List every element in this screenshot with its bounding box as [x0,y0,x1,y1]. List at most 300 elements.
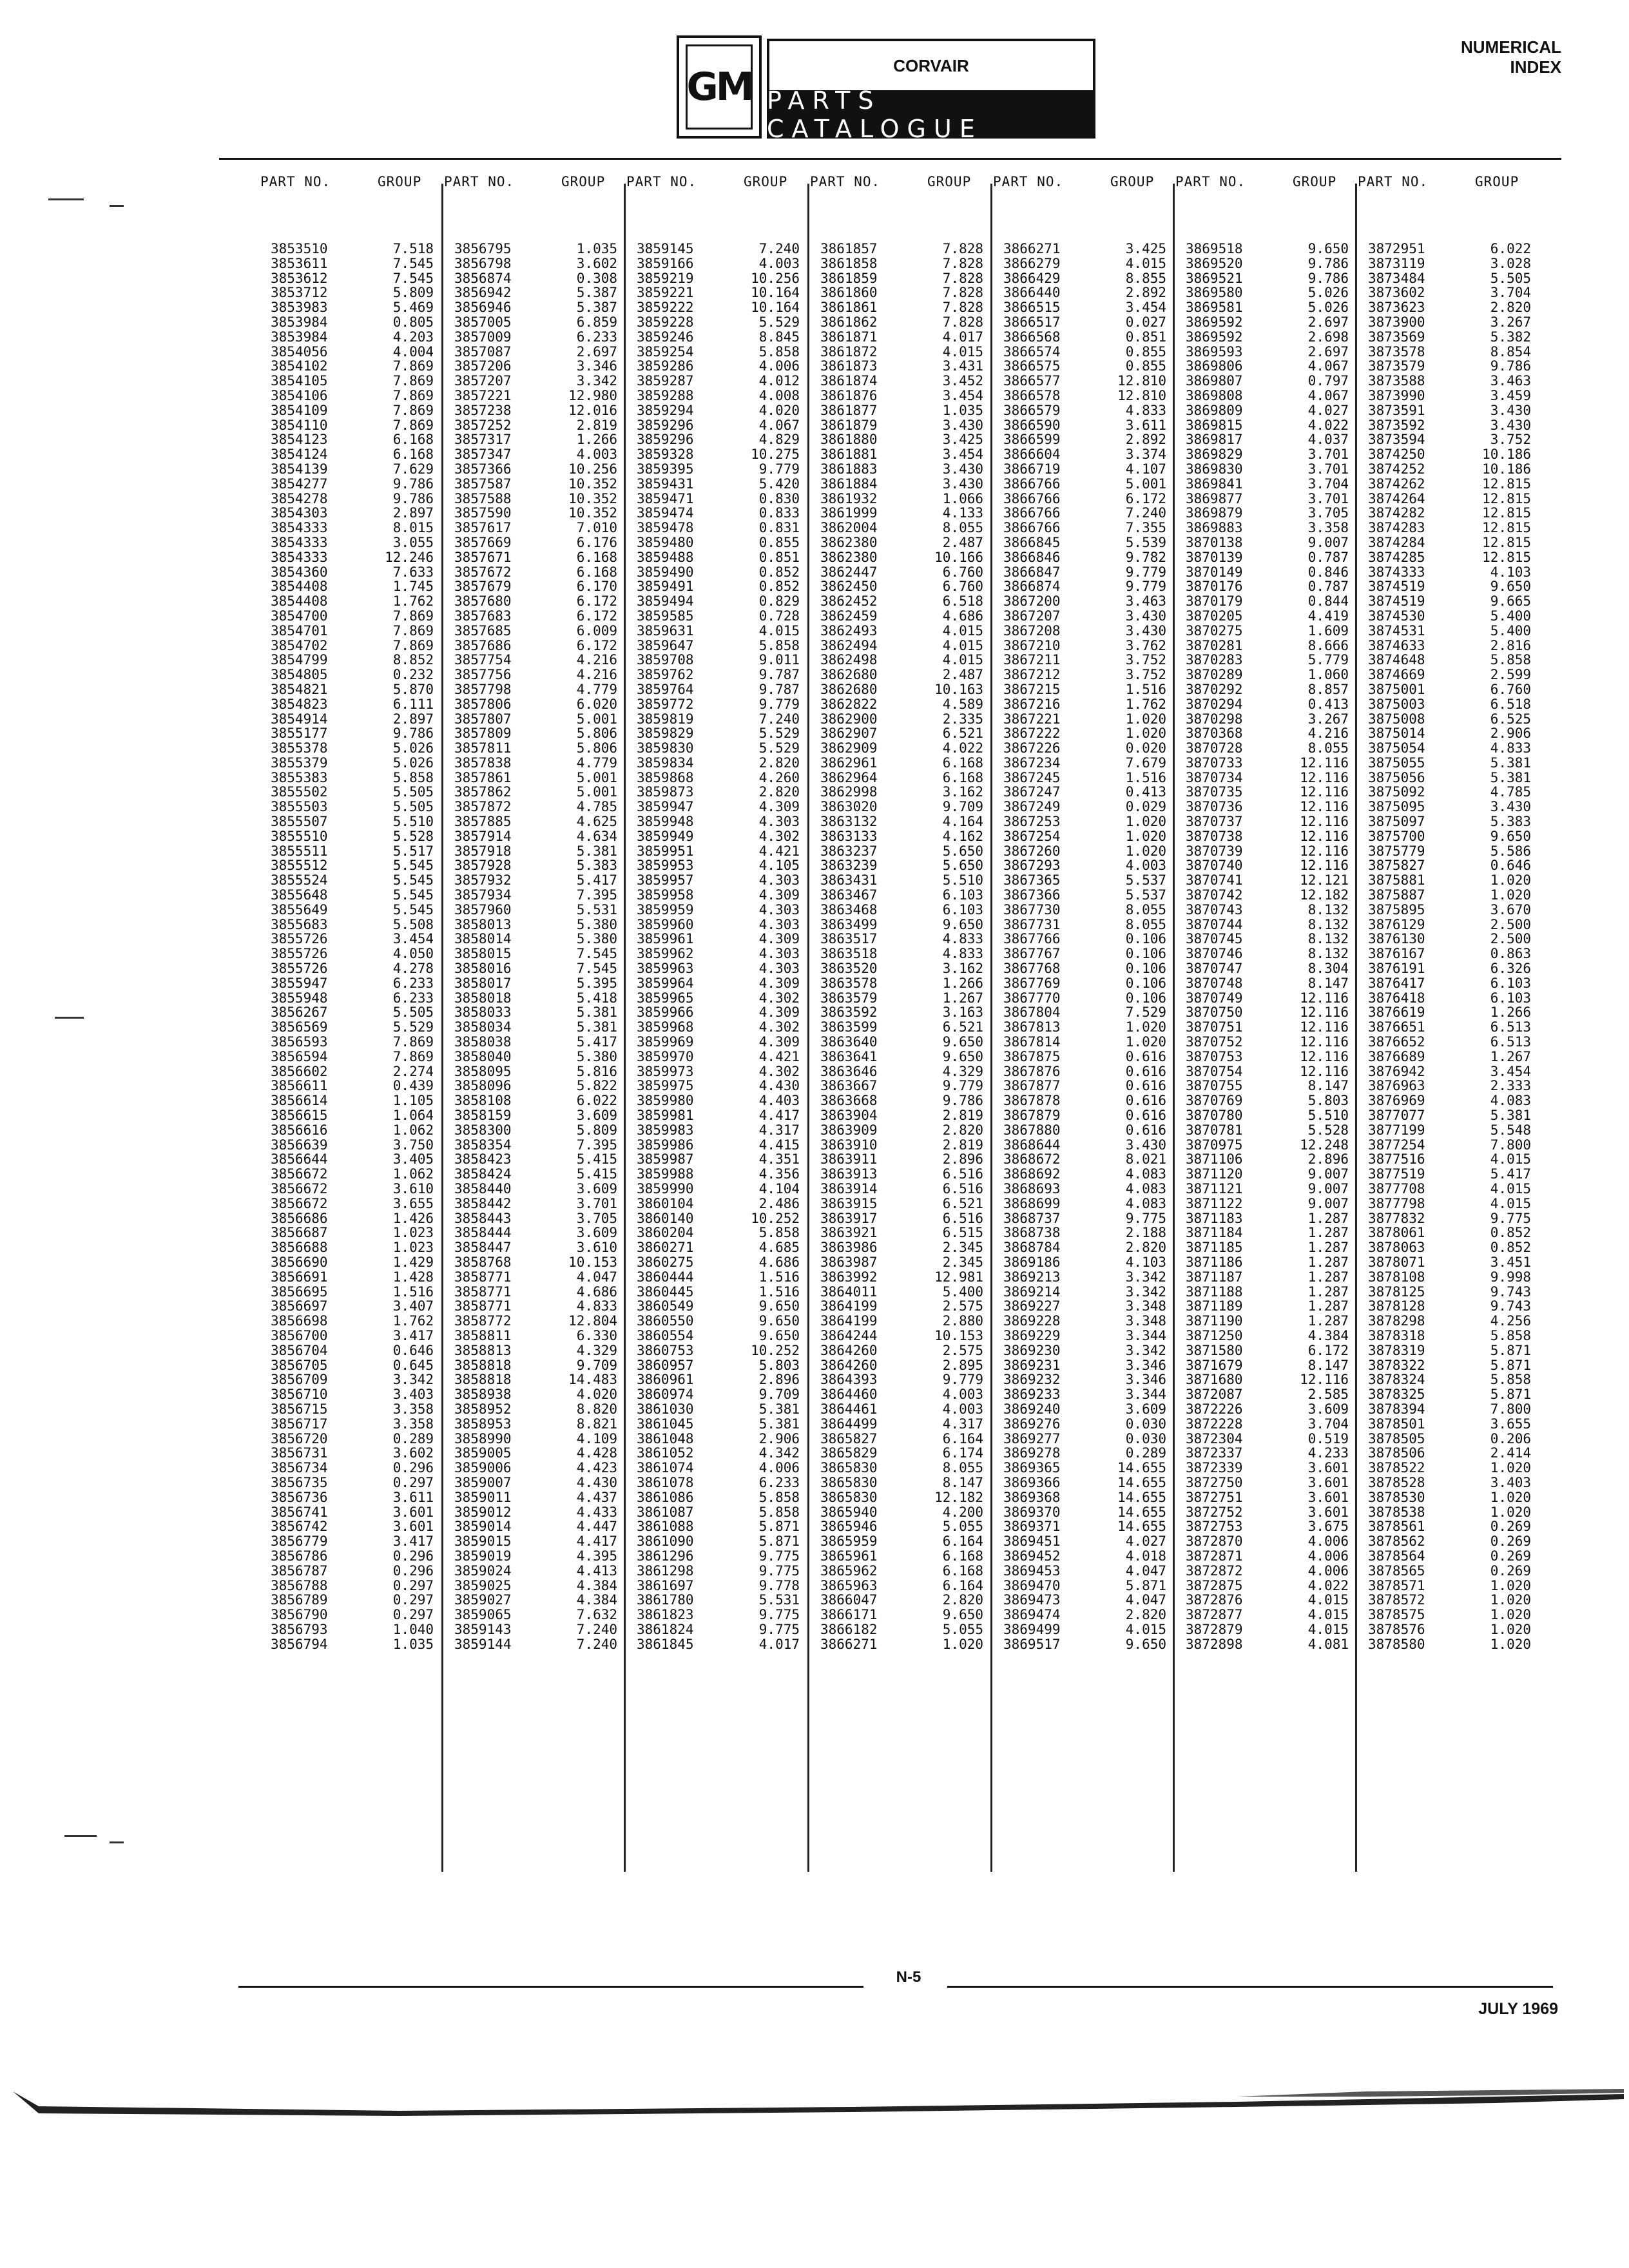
table-row [441,1637,624,1652]
table-row [1355,242,1537,256]
part-number: 3861860 [820,285,878,301]
group-number: 2.345 [942,1240,983,1256]
table-row [807,858,990,873]
group-number: 6.174 [942,1445,983,1461]
part-number: 3856695 [271,1283,328,1300]
table-row [258,829,440,844]
group-number: 3.611 [392,1489,434,1505]
group-number: 12.116 [1300,858,1349,874]
group-number: 1.020 [942,1636,983,1652]
group-number: 7.869 [392,608,434,624]
group-number: 10.153 [568,1254,617,1270]
table-row [441,1050,624,1064]
group-number: 10.164 [751,300,800,316]
table-row [1173,389,1355,403]
part-number: 3862459 [820,608,878,624]
group-number: 7.545 [576,961,617,977]
part-number: 3864460 [820,1387,878,1403]
table-row [441,991,624,1006]
group-number: 5.505 [392,799,434,815]
part-number: 3867814 [1003,1034,1061,1050]
column-group [807,242,990,1930]
group-number: 5.528 [392,828,434,844]
part-number: 3875827 [1368,858,1425,874]
table-row [441,1005,624,1020]
part-number: 3870749 [1186,990,1243,1006]
group-number: 4.256 [1490,1313,1531,1329]
group-number: 4.309 [758,1004,800,1021]
group-number: 3.430 [1490,417,1531,433]
table-row [1173,579,1355,594]
table-row [1355,1358,1537,1373]
table-row [990,1387,1173,1402]
table-row [258,521,440,535]
part-number: 3861045 [637,1416,694,1432]
table-row [258,1064,440,1079]
table-row [1173,1108,1355,1123]
group-number: 6.168 [576,549,617,565]
group-number: 3.417 [392,1533,434,1550]
table-row [1355,697,1537,712]
table-row [990,271,1173,286]
group-number: 4.133 [942,505,983,521]
group-number: 9.775 [758,1562,800,1579]
group-number: 5.650 [942,858,983,874]
part-number: 3855726 [271,931,328,947]
part-number: 3869240 [1003,1401,1061,1417]
group-number: 7.679 [1125,754,1166,771]
part-number: 3862493 [820,622,878,639]
group-number: 3.454 [1490,1063,1531,1079]
table-row [1355,1387,1537,1402]
table-row [1173,653,1355,668]
group-number: 0.616 [1125,1063,1166,1079]
part-number: 3874669 [1368,667,1425,683]
table-row [1173,1270,1355,1285]
table-row [807,785,990,800]
table-row [624,1093,806,1108]
table-row [1355,668,1537,682]
part-number: 3854700 [271,608,328,624]
table-row [1355,888,1537,903]
group-number: 12.815 [1482,520,1531,536]
group-number: 4.015 [942,622,983,639]
group-number: 0.519 [1307,1430,1349,1446]
part-number: 3869451 [1003,1533,1061,1550]
table-row [1173,918,1355,932]
group-number: 5.026 [1307,300,1349,316]
part-number: 3872087 [1186,1387,1243,1403]
table-row [990,462,1173,477]
table-row [441,947,624,961]
part-number: 3858159 [454,1108,512,1124]
group-header: GROUP [744,174,788,189]
part-number: 3858818 [454,1372,512,1388]
table-row [807,726,990,741]
group-number: 12.116 [1300,799,1349,815]
part-number: 3868737 [1003,1210,1061,1226]
group-number: 8.854 [1490,343,1531,360]
table-row [990,1225,1173,1240]
group-number: 9.007 [1307,1195,1349,1211]
table-row [1355,1152,1537,1167]
table-row [258,1255,440,1270]
group-number: 9.650 [758,1313,800,1329]
part-number: 3869581 [1186,300,1243,316]
table-row [807,271,990,286]
table-row [1355,726,1537,741]
table-row [807,829,990,844]
table-row [1173,785,1355,800]
group-number: 3.430 [1125,1137,1166,1153]
table-row [990,1123,1173,1138]
group-number: 4.015 [1490,1151,1531,1168]
table-row [1355,609,1537,624]
table-row [807,1372,990,1387]
part-number: 3877798 [1368,1195,1425,1211]
part-number: 3870747 [1186,961,1243,977]
group-number: 4.083 [1490,1093,1531,1109]
part-number: 3857221 [454,387,512,403]
table-row [1173,1593,1355,1608]
part-number: 3876129 [1368,916,1425,932]
table-row [990,932,1173,947]
part-number: 3877254 [1368,1137,1425,1153]
table-row [1355,844,1537,859]
table-row [1173,682,1355,697]
group-number: 1.020 [1125,828,1166,844]
group-number: 1.020 [1490,1460,1531,1476]
part-number: 3878564 [1368,1548,1425,1564]
group-number: 1.035 [576,241,617,256]
part-number: 3869214 [1003,1283,1061,1300]
group-number: 9.786 [942,1093,983,1109]
group-number: 9.786 [1490,358,1531,374]
group-number: 5.001 [1125,476,1166,492]
group-number: 0.106 [1125,961,1166,977]
part-number: 3875001 [1368,681,1425,697]
group-number: 10.186 [1482,447,1531,463]
group-number: 0.106 [1125,975,1166,991]
table-row [624,535,806,550]
table-row [624,697,806,712]
group-number: 2.895 [942,1357,983,1373]
group-number: 6.760 [1490,681,1531,697]
table-row [1355,947,1537,961]
group-number: 6.521 [942,1195,983,1211]
group-number: 12.810 [1117,387,1166,403]
part-number: 3877519 [1368,1166,1425,1182]
group-number: 6.233 [392,990,434,1006]
group-number: 5.469 [392,300,434,316]
table-row [624,1432,806,1446]
group-number: 4.004 [392,343,434,360]
group-number: 3.430 [942,417,983,433]
group-number: 0.797 [1307,373,1349,389]
table-row [1355,506,1537,521]
table-row [1173,330,1355,345]
table-row [1355,285,1537,300]
part-number: 3863641 [820,1048,878,1064]
table-row [258,1314,440,1329]
part-number: 3865946 [820,1519,878,1535]
group-number: 2.892 [1125,432,1166,448]
table-row [807,624,990,639]
table-row [258,1152,440,1167]
group-number: 2.820 [1125,1240,1166,1256]
part-number: 3869365 [1003,1460,1061,1476]
part-number: 3866604 [1003,447,1061,463]
group-number: 8.055 [1307,740,1349,756]
part-number: 3862498 [820,652,878,668]
part-number: 3856787 [271,1562,328,1579]
group-number: 5.809 [576,1122,617,1138]
part-number: 3855502 [271,784,328,800]
table-row [990,492,1173,506]
group-number: 7.828 [942,300,983,316]
part-number: 3859254 [637,343,694,360]
group-number: 6.330 [576,1327,617,1343]
table-row [258,1608,440,1622]
group-number: 5.380 [576,1048,617,1064]
group-number: 1.062 [392,1122,434,1138]
group-number: 3.454 [942,387,983,403]
group-number: 6.020 [576,696,617,712]
group-number: 1.020 [1490,1489,1531,1505]
part-number: 3870139 [1186,549,1243,565]
part-number: 3869580 [1186,285,1243,301]
part-number: 3854123 [271,432,328,448]
table-row [1355,903,1537,918]
table-row [990,285,1173,300]
part-number: 3858423 [454,1151,512,1168]
table-row [624,1446,806,1461]
table-row [624,1225,806,1240]
part-number: 3859647 [637,637,694,653]
table-row [1173,1005,1355,1020]
table-row [1173,873,1355,888]
group-number: 4.216 [576,652,617,668]
table-row [624,1329,806,1343]
part-number: 3863913 [820,1166,878,1182]
table-row [990,712,1173,727]
part-number: 3859488 [637,549,694,565]
part-number: 3861845 [637,1636,694,1652]
part-number: 3858034 [454,1019,512,1035]
group-number: 9.650 [1307,241,1349,256]
part-number: 3856691 [271,1269,328,1285]
part-number: 3867260 [1003,843,1061,859]
part-number: 3854110 [271,417,328,433]
group-number: 3.162 [942,784,983,800]
part-number: 3874283 [1368,520,1425,536]
table-row [807,374,990,389]
part-number: 3870741 [1186,872,1243,889]
table-row [807,492,990,506]
table-row [441,1093,624,1108]
part-number: 3872753 [1186,1519,1243,1535]
part-number: 3867366 [1003,887,1061,903]
table-row [624,447,806,462]
table-row [258,1123,440,1138]
table-row [1173,462,1355,477]
part-number: 3869830 [1186,461,1243,477]
table-row [807,1549,990,1564]
table-row [1355,785,1537,800]
group-number: 12.116 [1300,784,1349,800]
group-number: 4.162 [942,828,983,844]
table-row [258,477,440,492]
group-number: 7.869 [392,373,434,389]
group-number: 2.697 [1307,314,1349,330]
table-row [807,947,990,961]
group-number: 1.023 [392,1225,434,1241]
table-row [441,668,624,682]
part-number: 3858013 [454,916,512,932]
part-number: 3867878 [1003,1093,1061,1109]
group-number: 3.407 [392,1298,434,1314]
table-row [1355,462,1537,477]
part-number: 3874252 [1368,461,1425,477]
group-number: 12.182 [934,1489,983,1505]
part-number: 3875056 [1368,769,1425,785]
part-number: 3871185 [1186,1240,1243,1256]
group-number: 9.743 [1490,1283,1531,1300]
table-row [807,1285,990,1300]
group-number: 3.417 [392,1327,434,1343]
group-number: 7.869 [392,1048,434,1064]
group-number: 7.869 [392,622,434,639]
table-row [1173,1461,1355,1475]
part-number: 3878125 [1368,1283,1425,1300]
part-number: 3873579 [1368,358,1425,374]
group-number: 7.869 [392,358,434,374]
part-number: 3861780 [637,1592,694,1608]
part-number: 3861872 [820,343,878,360]
part-number: 3859987 [637,1151,694,1168]
group-number: 4.200 [942,1504,983,1520]
table-row [1173,1138,1355,1153]
table-row [624,1343,806,1358]
part-number: 3859015 [454,1533,512,1550]
table-row [441,741,624,756]
table-row [990,447,1173,462]
part-number: 3869518 [1186,241,1243,256]
table-row [258,1167,440,1182]
part-number: 3863133 [820,828,878,844]
group-number: 5.395 [576,975,617,991]
group-number: 10.352 [568,476,617,492]
table-row [807,1167,990,1182]
group-number: 6.513 [1490,1034,1531,1050]
group-number: 3.348 [1125,1313,1166,1329]
group-number: 5.586 [1490,843,1531,859]
table-row [807,1255,990,1270]
group-number: 4.067 [758,417,800,433]
table-row [990,418,1173,433]
table-row [1355,1167,1537,1182]
table-row [1355,1255,1537,1270]
table-row [258,697,440,712]
table-row [441,521,624,535]
part-number: 3859395 [637,461,694,477]
part-number: 3866845 [1003,534,1061,550]
table-row [624,712,806,727]
group-number: 1.266 [1490,1004,1531,1021]
group-number: 7.800 [1490,1401,1531,1417]
table-row [1355,829,1537,844]
part-number: 3875700 [1368,828,1425,844]
group-number: 2.500 [1490,916,1531,932]
part-number: 3857809 [454,726,512,742]
part-number: 3854408 [271,579,328,595]
group-number: 7.828 [942,241,983,256]
group-number: 4.413 [576,1562,617,1579]
part-number: 3855378 [271,740,328,756]
part-number: 3859025 [454,1577,512,1593]
table-row [258,1299,440,1314]
group-number: 3.452 [942,373,983,389]
part-number: 3870755 [1186,1078,1243,1094]
table-row [441,1108,624,1123]
table-row [990,521,1173,535]
group-number: 5.529 [758,740,800,756]
table-row [1173,1255,1355,1270]
part-number: 3856593 [271,1034,328,1050]
column-headers [258,174,1559,200]
table-row [441,682,624,697]
part-number: 3858424 [454,1166,512,1182]
group-number: 6.172 [1307,1342,1349,1358]
group-number: 2.820 [942,1122,983,1138]
part-number: 3870281 [1186,637,1243,653]
group-number: 4.303 [758,901,800,918]
table-row [258,624,440,639]
table-row [624,1255,806,1270]
group-number: 6.009 [576,622,617,639]
part-number: 3876167 [1368,946,1425,962]
group-number: 14.655 [1117,1519,1166,1535]
part-number: 3859981 [637,1108,694,1124]
group-number: 4.103 [1125,1254,1166,1270]
table-row [1173,1285,1355,1300]
table-row [441,594,624,609]
group-number: 9.775 [1125,1210,1166,1226]
table-row [990,300,1173,315]
table-row [807,1475,990,1490]
table-row [441,1534,624,1549]
group-number: 9.778 [758,1577,800,1593]
table-row [1173,1387,1355,1402]
table-row [807,242,990,256]
part-number: 3862822 [820,696,878,712]
part-number: 3859287 [637,373,694,389]
part-number: 3862494 [820,637,878,653]
part-number: 3867207 [1003,608,1061,624]
part-number: 3856602 [271,1063,328,1079]
group-number: 4.309 [758,799,800,815]
part-number: 3878580 [1368,1636,1425,1652]
part-number: 3856687 [271,1225,328,1241]
part-number: 3859966 [637,1004,694,1021]
group-number: 3.358 [1307,520,1349,536]
table-row [990,785,1173,800]
table-row [807,1417,990,1432]
part-no-header: PART NO. [444,174,515,189]
group-number: 4.233 [1307,1445,1349,1461]
part-number: 3875881 [1368,872,1425,889]
table-row [1355,579,1537,594]
